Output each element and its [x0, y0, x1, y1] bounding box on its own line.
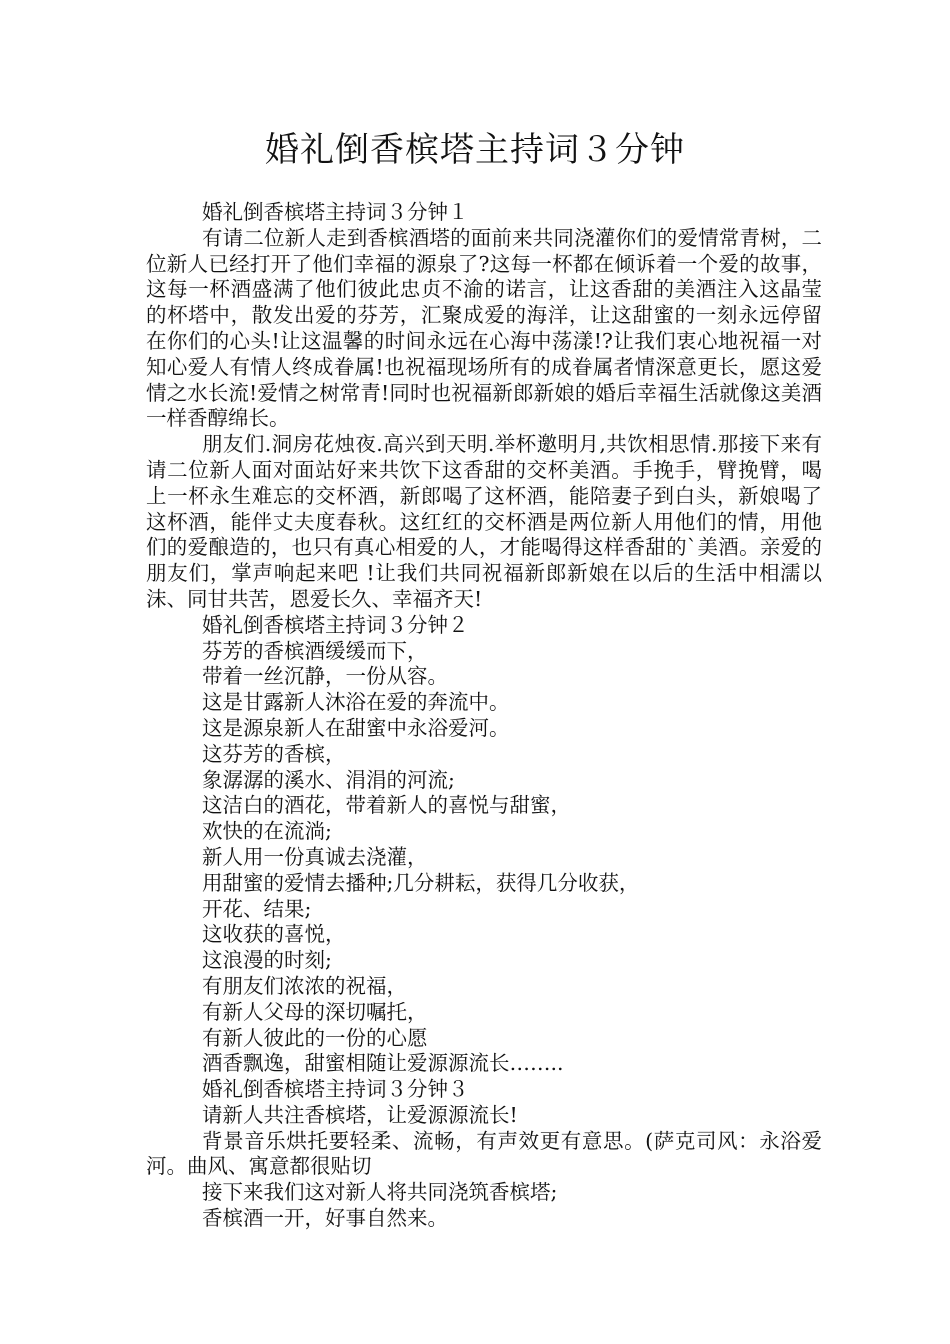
- verse-line: 芬芳的香槟酒缓缓而下，: [202, 638, 428, 663]
- paragraph: 接下来我们这对新人将共同浇筑香槟塔;: [202, 1180, 558, 1205]
- paragraph: 背景音乐烘托要轻柔、流畅，有声效更有意思。(萨克司风：永浴爱河。曲风、寓意都很贴切: [146, 1128, 822, 1179]
- section-heading-1: 婚礼倒香槟塔主持词３分钟１: [202, 200, 469, 224]
- verse-line: 有朋友们浓浓的祝福，: [202, 973, 407, 998]
- verse-line: 象潺潺的溪水、涓涓的河流;: [202, 767, 455, 792]
- verse-line: 欢快的在流淌;: [202, 819, 332, 844]
- verse-line: 这收获的喜悦，: [202, 922, 346, 947]
- verse-line: 这是甘露新人沐浴在爱的奔流中。: [202, 690, 510, 715]
- verse-line: 有新人父母的深切嘱托，: [202, 999, 428, 1024]
- verse-line: 有新人彼此的一份的心愿: [202, 1025, 428, 1050]
- verse-line: 用甜蜜的爱情去播种;几分耕耘，获得几分收获，: [202, 870, 640, 895]
- verse-line: 带着一丝沉静，一份从容。: [202, 664, 448, 689]
- verse-line: 这芬芳的香槟，: [202, 741, 346, 766]
- paragraph: 有请二位新人走到香槟酒塔的面前来共同浇灌你们的爱情常青树，二位新人已经打开了他们幸福的源泉了?这每一杯都在倾诉着一个爱的故事，这每一杯酒盛满了他们彼此忠贞不渝的诺言，让这香甜的美酒注入这晶莹的杯塔中，散发出爱的芬芳，汇聚成爱的海洋，让这甜蜜的一刻永远停留在你们的心头!让这温馨的时间永远在心海中荡漾!?让我们衷心地祝福一对知心爱人有情人终成眷属!也祝福现场所有的成眷属者情深意更长，愿这爱情之水长流!爱情之树常青!同时也祝福新郎新娘的婚后幸福生活就像这美酒一样香醇绵长。: [146, 225, 822, 431]
- document-body: [146, 200, 822, 1232]
- verse-line: 这洁白的酒花，带着新人的喜悦与甜蜜，: [202, 793, 571, 818]
- section-heading-2: 婚礼倒香槟塔主持词３分钟２: [202, 612, 469, 637]
- verse-line: 酒香飘逸，甜蜜相随让爱源源流长……..: [202, 1051, 564, 1076]
- verse-line: 新人用一份真诚去浇灌，: [202, 844, 428, 869]
- paragraph: 香槟酒一开，好事自然来。: [202, 1206, 448, 1231]
- paragraph: 朋友们.洞房花烛夜.高兴到天明.举杯邀明月,共饮相思情.那接下来有请二位新人面对面站好来共饮下这香甜的交杯美酒。手挽手，臂挽臂，喝上一杯永生难忘的交杯酒，新郎喝了这杯酒，能陪妻子到白头，新娘喝了这杯酒，能伴丈夫度春秋。这红红的交杯酒是两位新人用他们的情，用他们的爱酿造的，也只有真心相爱的人，才能喝得这样香甜的`美酒。亲爱的朋友们，掌声响起来吧 !让我们共同祝福新郎新娘在以后的生活中相濡以沫、同甘共苦，恩爱长久、幸福齐天!: [146, 432, 822, 611]
- verse-line: 这是源泉新人在甜蜜中永浴爱河。: [202, 715, 510, 740]
- verse-line: 开花、结果;: [202, 896, 312, 921]
- section-heading-3: 婚礼倒香槟塔主持词３分钟３: [202, 1077, 469, 1102]
- paragraph: 请新人共注香槟塔，让爱源源流长!: [202, 1102, 518, 1127]
- verse-line: 这浪漫的时刻;: [202, 948, 332, 973]
- document-title: 婚礼倒香槟塔主持词３分钟: [265, 130, 685, 170]
